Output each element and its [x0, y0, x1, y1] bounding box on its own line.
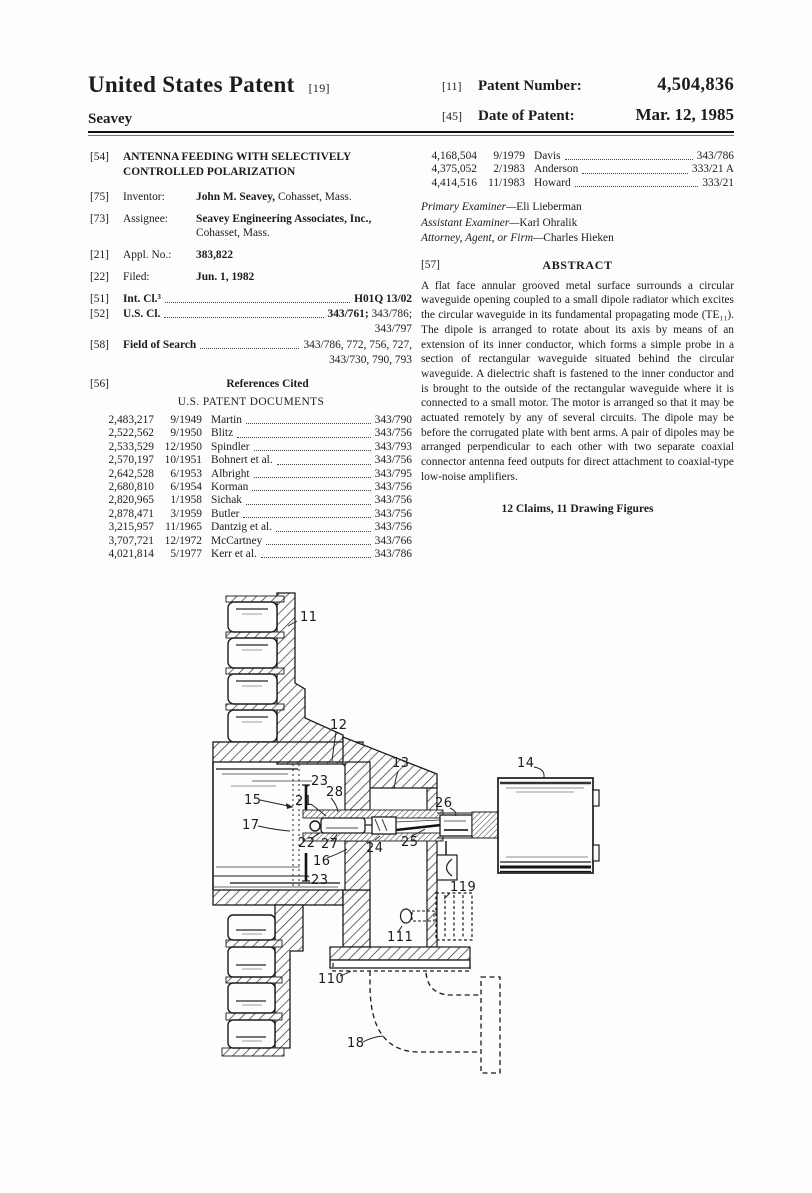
field-code: [51]	[90, 293, 109, 305]
field-code: [54]	[90, 151, 109, 163]
shaft-coupling	[440, 815, 472, 836]
invention-title: ANTENNA FEEDING WITH SELECTIVELY CONTROLLED POLARIZATION	[123, 151, 352, 178]
citation-row: 2,483,217 9/1949 Martin 343/790	[108, 414, 412, 426]
motor-terminal-top	[593, 790, 599, 806]
ref-label-110: 110	[318, 972, 345, 987]
motor-shaft-housing	[472, 812, 498, 838]
field-code: [73]	[90, 213, 109, 225]
field-code: [21]	[90, 249, 109, 261]
dot-leader	[582, 173, 688, 174]
dot-leader	[165, 302, 350, 303]
spring-coil	[436, 893, 472, 940]
mounting-plate	[330, 960, 470, 968]
citation-row: 2,642,528 6/1953 Albright 343/795	[108, 467, 412, 480]
citation-row: 4,414,516 11/1983 Howard 333/21	[431, 176, 734, 189]
probe-body	[321, 818, 365, 833]
citation-row: 2,570,197 10/1951 Bohnert et al. 343/756	[108, 454, 412, 467]
dielectric-shaft	[396, 825, 441, 830]
references-cited-heading: [56] References Cited	[90, 378, 309, 390]
citation-row: 2,680,810 6/1954 Korman 343/756	[108, 481, 412, 494]
header	[88, 72, 734, 134]
dot-leader	[237, 437, 371, 438]
dot-leader	[261, 557, 371, 558]
hidden-waveguide-run	[333, 963, 500, 1073]
ref-label-15: 15	[244, 793, 262, 808]
ref-label-16: 16	[313, 854, 331, 869]
ref-label-12: 12	[330, 718, 348, 733]
patent-date-row	[442, 105, 734, 125]
dot-leader	[254, 477, 371, 478]
primary-examiner: Primary Examiner—Eli Lieberman	[421, 201, 582, 214]
applicant-name: Seavey	[88, 111, 133, 127]
int-cl-row: [51] Int. Cl.³ H01Q 13/02	[90, 293, 412, 305]
dot-leader	[254, 450, 371, 451]
citation-row: 4,021,814 5/1977 Kerr et al. 343/786	[108, 548, 412, 561]
abstract-heading: [57] ABSTRACT	[421, 257, 613, 272]
dot-leader	[246, 504, 371, 505]
kind-code: [19]	[308, 81, 330, 95]
field-of-search-row: [58] Field of Search 343/786, 772, 756, 727,	[90, 339, 412, 351]
patent-figure	[0, 585, 812, 1145]
field-code: [52]	[90, 308, 109, 320]
page-title-text: United States Patent	[88, 72, 295, 97]
left-column	[90, 150, 412, 561]
us-citation-list-left	[90, 414, 412, 561]
dot-leader	[575, 186, 699, 187]
citation-row: 2,533,529 12/1950 Spindler 343/793	[108, 440, 412, 453]
motor-terminal-bottom	[593, 845, 599, 861]
ref-label-18: 18	[347, 1036, 365, 1051]
ref-label-23b: 23	[311, 873, 329, 888]
dot-leader	[276, 531, 371, 532]
citation-row: 4,168,504 9/1979 Davis 343/786	[431, 150, 734, 162]
page-title	[88, 72, 418, 98]
dot-leader	[243, 517, 370, 518]
leader-arrowhead	[286, 803, 293, 809]
patent-number-code: [11]	[442, 79, 462, 93]
dot-leader	[164, 317, 323, 318]
ref-label-111: 111	[387, 930, 414, 945]
us-cl-line2: 343/797	[374, 323, 412, 335]
us-citation-list-right	[421, 150, 734, 190]
field-code: [58]	[90, 339, 109, 351]
citation-row: 2,878,471 3/1959 Butler 343/756	[108, 507, 412, 520]
ref-label-26: 26	[435, 796, 453, 811]
ref-label-25: 25	[401, 835, 419, 850]
patent-number-value: 4,504,836	[657, 75, 734, 95]
ref-label-28: 28	[326, 785, 344, 800]
us-cl-row: [52] U.S. Cl. 343/761; 343/786;	[90, 308, 412, 320]
corrugated-plate-bottom	[222, 905, 303, 1056]
application-number-row: [21] Appl. No.: 383,822	[90, 249, 234, 261]
ref-label-27: 27	[321, 837, 339, 852]
us-patent-documents-heading: U.S. PATENT DOCUMENTS	[177, 396, 325, 408]
probe-ball	[310, 821, 320, 831]
date-label: Date of Patent:	[478, 108, 575, 124]
dot-leader	[252, 490, 370, 491]
ref-label-21: 21	[295, 794, 313, 809]
assistant-examiner: Assistant Examiner—Karl Ohralik	[421, 216, 578, 229]
citation-row: 3,707,721 12/1972 McCartney 343/766	[108, 534, 412, 547]
assignee-row: [73] Assignee: Seavey Engineering Associates, Inc., Cohasset, Mass.	[90, 212, 412, 240]
header-rule	[88, 131, 734, 133]
citation-row: 3,215,957 11/1965 Dantzig et al. 343/756	[108, 521, 412, 534]
filed-row: [22] Filed: Jun. 1, 1982	[90, 271, 255, 283]
waveguide-flange-end	[481, 977, 500, 1073]
corrugated-plate-top	[226, 593, 343, 764]
date-value: Mar. 12, 1985	[635, 105, 734, 124]
field-of-search-line2: 343/730, 790, 793	[329, 354, 412, 366]
field-code: [22]	[90, 271, 109, 283]
ref-label-11: 11	[300, 610, 318, 625]
claims-line: 12 Claims, 11 Drawing Figures	[501, 501, 654, 515]
dot-leader	[277, 464, 371, 465]
waveguide-elbow-outer	[370, 971, 481, 1052]
abstract-text: A flat face annular grooved metal surface surrounds a circular waveguide opening coupled to a small dipole radiator which excites the circular waveguide in its fundamental propagating mode (TE₁₁). The dipole is arranged to rotate about its axis by means of an extension of its inner conductor, which forms a simple probe in a section of rectangular waveguide situated behind the circular waveguide. A dielectric shaft is fastened to the inner conductor and is brought to the outside of the rectangular waveguide where it is connected to a small motor. The motor is arranged so that it may be actuated remotely by any of several circuits. The dipole may be before the corrugated plate with bent arms. A pair of dipoles may be arranged perpendicular to each other with two separate coaxial connector antenna feed outputs for direct attachment to coaxial-type low-noise amplifiers.	[421, 279, 734, 483]
inventor-value: John M. Seavey, Cohasset, Mass.	[196, 191, 352, 203]
header-rule-echo	[88, 135, 734, 136]
dot-leader	[200, 348, 299, 349]
citation-row: 2,820,965 1/1958 Sichak 343/756	[108, 494, 412, 507]
ref-label-23a: 23	[311, 774, 329, 789]
citation-row: 4,375,052 2/1983 Anderson 333/21 A	[431, 163, 734, 176]
assignee-value: Seavey Engineering Associates, Inc., Cohasset, Mass.	[196, 213, 372, 239]
ref-label-14: 14	[517, 756, 535, 771]
screw-head	[401, 909, 412, 923]
motor-box	[498, 778, 599, 873]
dot-leader	[246, 423, 371, 424]
dot-leader	[266, 544, 370, 545]
right-column	[421, 150, 734, 516]
patent-number-row	[442, 75, 734, 96]
attorney: Attorney, Agent, or Firm—Charles Hieken	[421, 232, 614, 245]
citation-row: 2,522,562 9/1950 Blitz 343/756	[108, 427, 412, 440]
ref-label-13: 13	[392, 756, 410, 771]
ref-label-17: 17	[242, 818, 260, 833]
examiners-block	[421, 200, 734, 247]
inventor-row: [75] Inventor: John M. Seavey, Cohasset, Mass.	[90, 190, 412, 204]
ref-label-24: 24	[366, 841, 384, 856]
invention-title-row	[90, 150, 412, 188]
ref-label-119: 119	[450, 880, 477, 895]
dot-leader	[565, 159, 693, 160]
date-code: [45]	[442, 109, 462, 123]
ref-label-22: 22	[298, 836, 316, 851]
field-code: [75]	[90, 191, 109, 203]
waveguide-elbow-inner	[426, 973, 481, 995]
patent-number-label: Patent Number:	[478, 78, 582, 94]
